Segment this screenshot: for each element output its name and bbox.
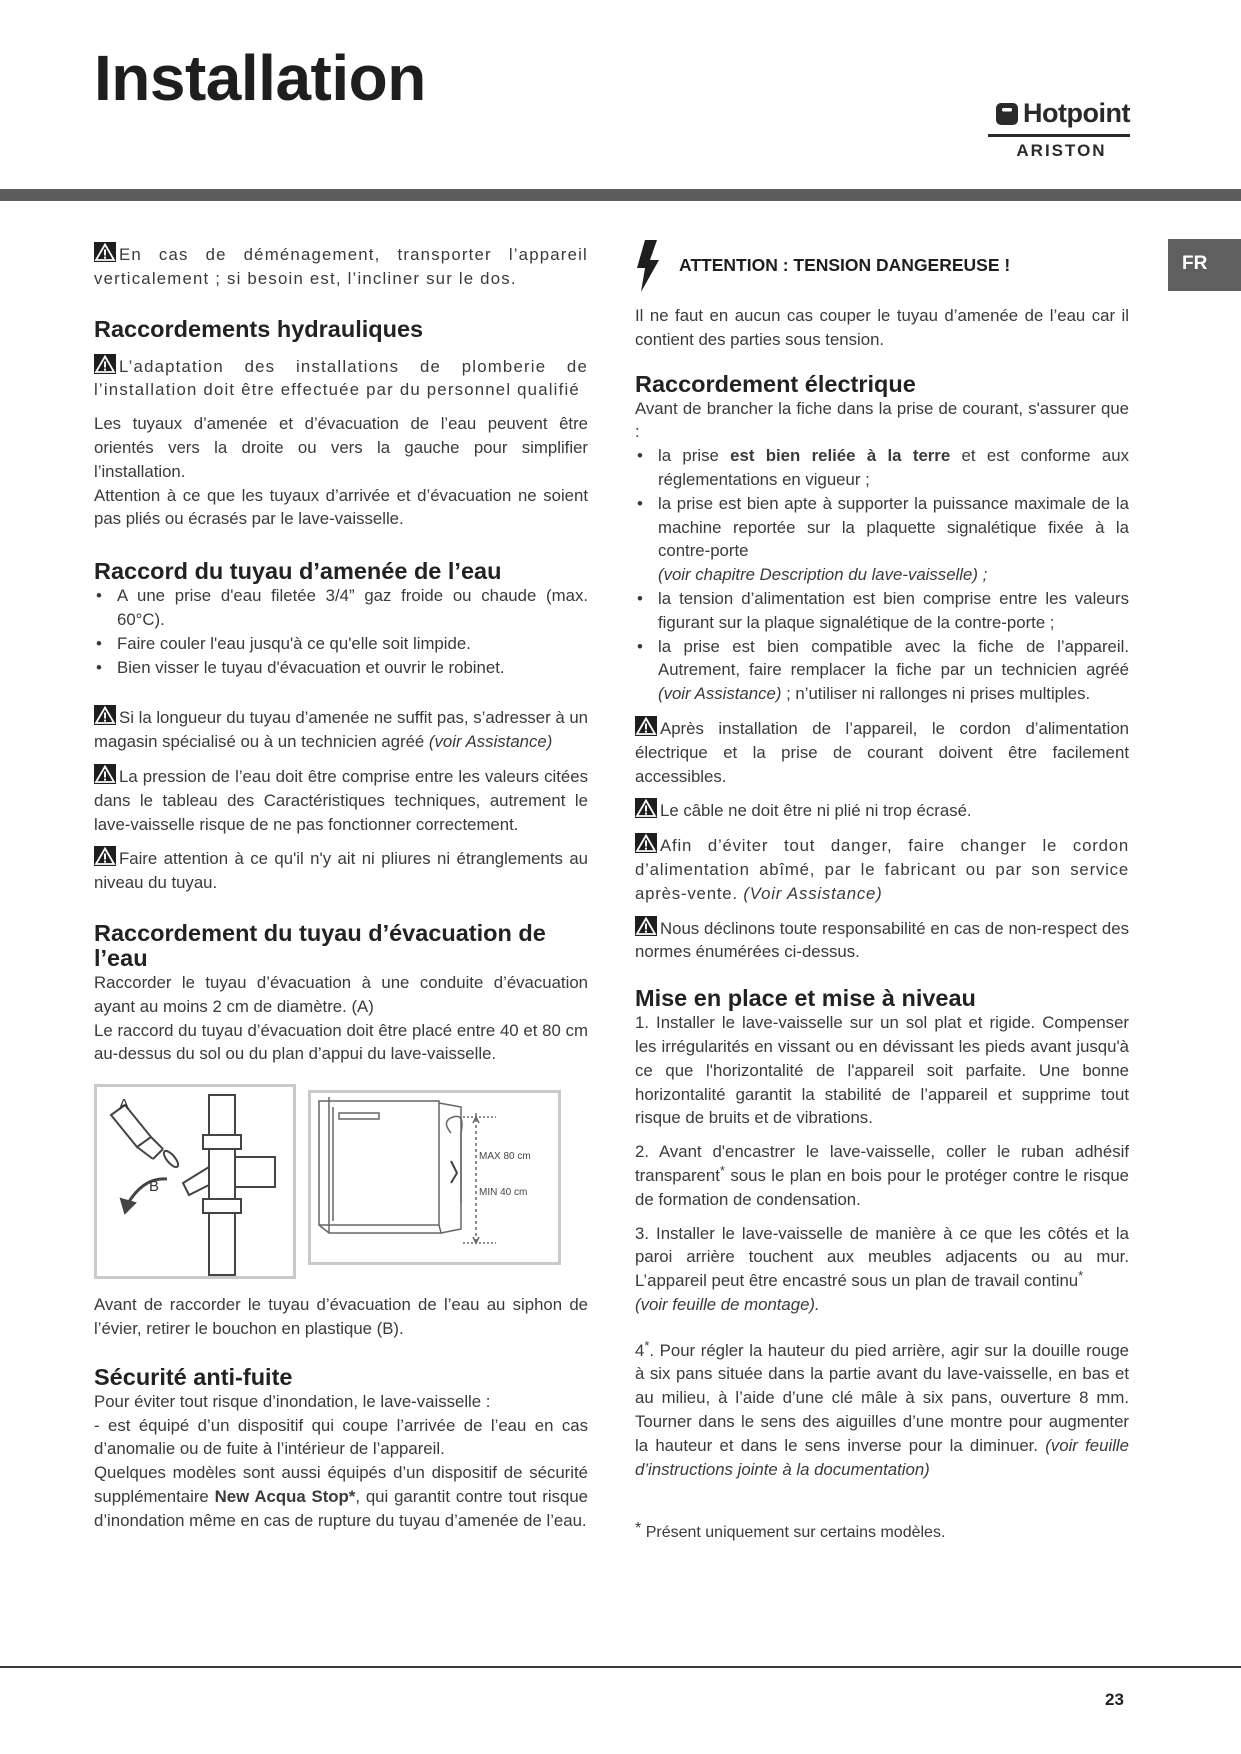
footnote-marker: * [719, 1162, 725, 1178]
danger-banner [635, 240, 1129, 292]
list-item [635, 635, 1129, 706]
warning-text: En cas de déménagement, transporter l’appareil verticalement ; si besoin est, l’incliner sur le dos. [94, 245, 588, 288]
list-item: • la tension d’alimentation est bien comprise entre les valeurs figurant sur la plaque signalétique de la contre-porte ; [635, 587, 1129, 635]
text-run: ; n’utiliser ni rallonges ni prises multiples. [786, 684, 1091, 704]
footer-rule [0, 1666, 1241, 1668]
list-item: • A une prise d'eau filetée 3/4” gaz froide ou chaude (max. 60°C). [94, 584, 588, 632]
fig-max-label: MAX 80 cm [479, 1151, 531, 1163]
paragraph: Les tuyaux d’amenée et d’évacuation de l’eau peuvent être orientés vers la droite ou vers la gauche pour simplifier l’installation. [94, 414, 588, 481]
warning-icon [94, 846, 116, 866]
text-run: et est conforme aux réglementations en vigueur ; [658, 446, 1129, 489]
electrical-checklist [635, 444, 1129, 706]
reference-link: (voir feuille de montage). [635, 1294, 820, 1314]
reference-link: (voir Assistance) [658, 684, 782, 704]
paragraph: Avant de brancher la fiche dans la prise de courant, s'assurer que : [635, 398, 1129, 442]
paragraph: Attention à ce que les tuyaux d’arrivée et d’évacuation ne soient pas pliés ou écrasés par le lave-vaisselle. [94, 485, 588, 529]
page-number: 23 [1105, 1690, 1124, 1709]
warning-text: Si la longueur du tuyau d’amenée ne suffit pas, s’adresser à un magasin spécialisé ou à un technicien agréé [94, 708, 588, 752]
paragraph: Il ne faut en aucun cas couper le tuyau d’amenée de l’eau car il contient des parties sous tension. [635, 306, 1129, 349]
drain-figures [94, 1084, 588, 1279]
reference-link: (voir chapitre Description du lave-vaisselle) ; [658, 565, 988, 585]
reference-link: (voir feuille d’instructions jointe à la documentation) [635, 1435, 1129, 1479]
lightning-bolt-icon [635, 240, 661, 292]
footnote-text: Présent uniquement sur certains modèles. [645, 1524, 946, 1542]
text-run: la prise est bien apte à supporter la puissance maximale de la machine reportée sur la plaquette signalétique fixée à la contre-porte [658, 493, 1129, 561]
warning-paragraph [94, 764, 588, 836]
paragraph [635, 1222, 1129, 1317]
warning-icon [94, 242, 116, 262]
header-bar [0, 189, 1241, 201]
fig-label-b: B [149, 1178, 160, 1196]
paragraph: Raccorder le tuyau d’évacuation à une conduite d’évacuation ayant au moins 2 cm de diamètre. (A) [94, 972, 588, 1016]
list-item: • Faire couler l'eau jusqu'à ce qu'elle soit limpide. [94, 632, 588, 656]
hotpoint-logo-icon [996, 103, 1018, 125]
text-run: sous le plan en bois pour le protéger contre le risque de formation de condensation. [635, 1165, 1129, 1209]
section-heading: Raccord du tuyau d’amenée de l’eau [94, 558, 502, 585]
warning-text: Après installation de l’appareil, le cordon d’alimentation électrique et la prise de courant doivent être facilement accessibles. [635, 718, 1129, 786]
footnote-marker: * [644, 1337, 650, 1353]
supply-list [94, 584, 588, 679]
warning-icon [635, 833, 657, 853]
list-item [635, 492, 1129, 587]
warning-icon [94, 705, 116, 725]
paragraph: Pour éviter tout risque d’inondation, le lave-vaisselle : [94, 1391, 491, 1411]
emphasis: est bien reliée à la terre [730, 446, 951, 466]
warning-icon [94, 354, 116, 374]
footnote-marker: * [635, 1520, 642, 1538]
section-heading: Raccordement du tuyau d’évacuation de l’eau [94, 919, 546, 971]
footnote [635, 1521, 1129, 1545]
language-tab: FR [1168, 239, 1241, 291]
section-heading: Raccordements hydrauliques [94, 315, 424, 342]
left-column [94, 242, 588, 1533]
warning-text: L’adaptation des installations de plomberie de l’installation doit être effectuée par du personnel qualifié [94, 356, 588, 400]
text-run: , qui garantit contre tout risque d’inondation même en cas de rupture du tuyau d’amenée de l’eau. [94, 1486, 588, 1530]
right-column [635, 242, 1129, 1545]
brand-name: Hotpoint [1023, 98, 1130, 128]
warning-paragraph [635, 833, 1129, 905]
brand-subname: ARISTON [1016, 141, 1107, 160]
warning-text: Nous déclinons toute responsabilité en cas de non-respect des normes énumérées ci-dessus. [635, 918, 1129, 962]
paragraph [635, 1140, 1129, 1211]
text-run: 2. Avant d'encastrer le lave-vaisselle, coller le ruban adhésif transparent [635, 1142, 1129, 1185]
step-number: 4 [635, 1340, 645, 1360]
reference-link: (voir Assistance) [428, 732, 553, 752]
paragraph: Avant de raccorder le tuyau d’évacuation de l’eau au siphon de l’évier, retirer le bouchon en plastique (B). [94, 1295, 588, 1338]
brand-divider [988, 134, 1130, 137]
warning-text: Le câble ne doit être ni plié ni trop écrasé. [660, 801, 972, 821]
warning-icon [635, 716, 657, 736]
warning-text: Afin d’éviter tout danger, faire changer le cordon d’alimentation abîmé, par le fabricant ou par son service après-vente. [635, 836, 1129, 903]
reference-link: (Voir Assistance) [743, 883, 883, 903]
product-name: New Acqua Stop* [214, 1486, 356, 1506]
text-run: 3. Installer le lave-vaisselle de manière à ce que les côtés et la paroi arrière touchent aux meubles adjacents ou au mur. L’appareil peut être encastré sous un plan de travail continu [635, 1223, 1129, 1291]
fig-label-a: A [119, 1096, 130, 1114]
fig-min-label: MIN 40 cm [479, 1187, 528, 1199]
warning-paragraph [94, 242, 588, 291]
paragraph [635, 1339, 1129, 1482]
text-run: Quelques modèles sont aussi équipés d’un dispositif de sécurité supplémentaire [94, 1463, 588, 1506]
siphon-illustration [94, 1084, 296, 1279]
text-run: . Pour régler la hauteur du pied arrière, agir sur la douille rouge à six pans située dans la partie avant du lave-vaisselle, en bas et au milieu, à l’aide d’une clé mâle à six pans, ouverture 8 mm. Tourner dans le sens des aiguilles d’une montre pour augmenter la hauteur et dans le sens inverse pour la diminuer. [635, 1340, 1129, 1455]
list-item: • Bien visser le tuyau d'évacuation et ouvrir le robinet. [94, 656, 588, 680]
drain-height-illustration [308, 1090, 561, 1265]
warning-paragraph [635, 716, 1129, 788]
brand-logo [985, 100, 1130, 170]
section-heading: Mise en place et mise à niveau [635, 985, 976, 1012]
warning-icon [635, 798, 657, 818]
warning-text: Faire attention à ce qu'il n'y ait ni pliures ni étranglements au niveau du tuyau. [94, 849, 588, 893]
danger-title: ATTENTION : TENSION DANGEREUSE ! [679, 255, 1011, 276]
paragraph: - est équipé d’un dispositif qui coupe l’arrivée de l’eau en cas d’anomalie ou de fuite à l’intérieur de l’appareil. [94, 1415, 588, 1459]
warning-paragraph [635, 798, 1129, 823]
warning-paragraph [635, 916, 1129, 965]
text-run: la prise est bien compatible avec la fiche de l’appareil. Autrement, faire remplacer la fiche par un technicien agréé [658, 636, 1129, 680]
paragraph: Le raccord du tuyau d’évacuation doit être placé entre 40 et 80 cm au-dessus du sol ou du plan d’appui du lave-vaisselle. [94, 1020, 588, 1064]
section-heading: Raccordement électrique [635, 370, 916, 397]
paragraph: 1. Installer le lave-vaisselle sur un sol plat et rigide. Compenser les irrégularités en vissant ou en dévissant les pieds avant jusqu'à ce que l'horizontalité de l'appareil soit parfaite. Une bonne horizontalité garantit la stabilité de l’appareil et supprime tout risque de bruits et de vibrations. [635, 1013, 1129, 1128]
text-run: la prise [658, 446, 719, 466]
footnote-marker: * [1078, 1268, 1084, 1284]
page-title: Installation [94, 42, 426, 114]
warning-paragraph [94, 705, 588, 754]
section-heading: Sécurité anti-fuite [94, 1363, 293, 1390]
paragraph [94, 1461, 588, 1532]
list-item [635, 444, 1129, 492]
warning-paragraph [94, 354, 588, 403]
warning-icon [94, 764, 116, 784]
warning-paragraph [94, 846, 588, 895]
warning-text: La pression de l’eau doit être comprise entre les valeurs citées dans le tableau des Caractéristiques techniques, autrement le lave-vaisselle risque de ne pas fonctionner correctement. [94, 766, 588, 834]
warning-icon [635, 916, 657, 936]
